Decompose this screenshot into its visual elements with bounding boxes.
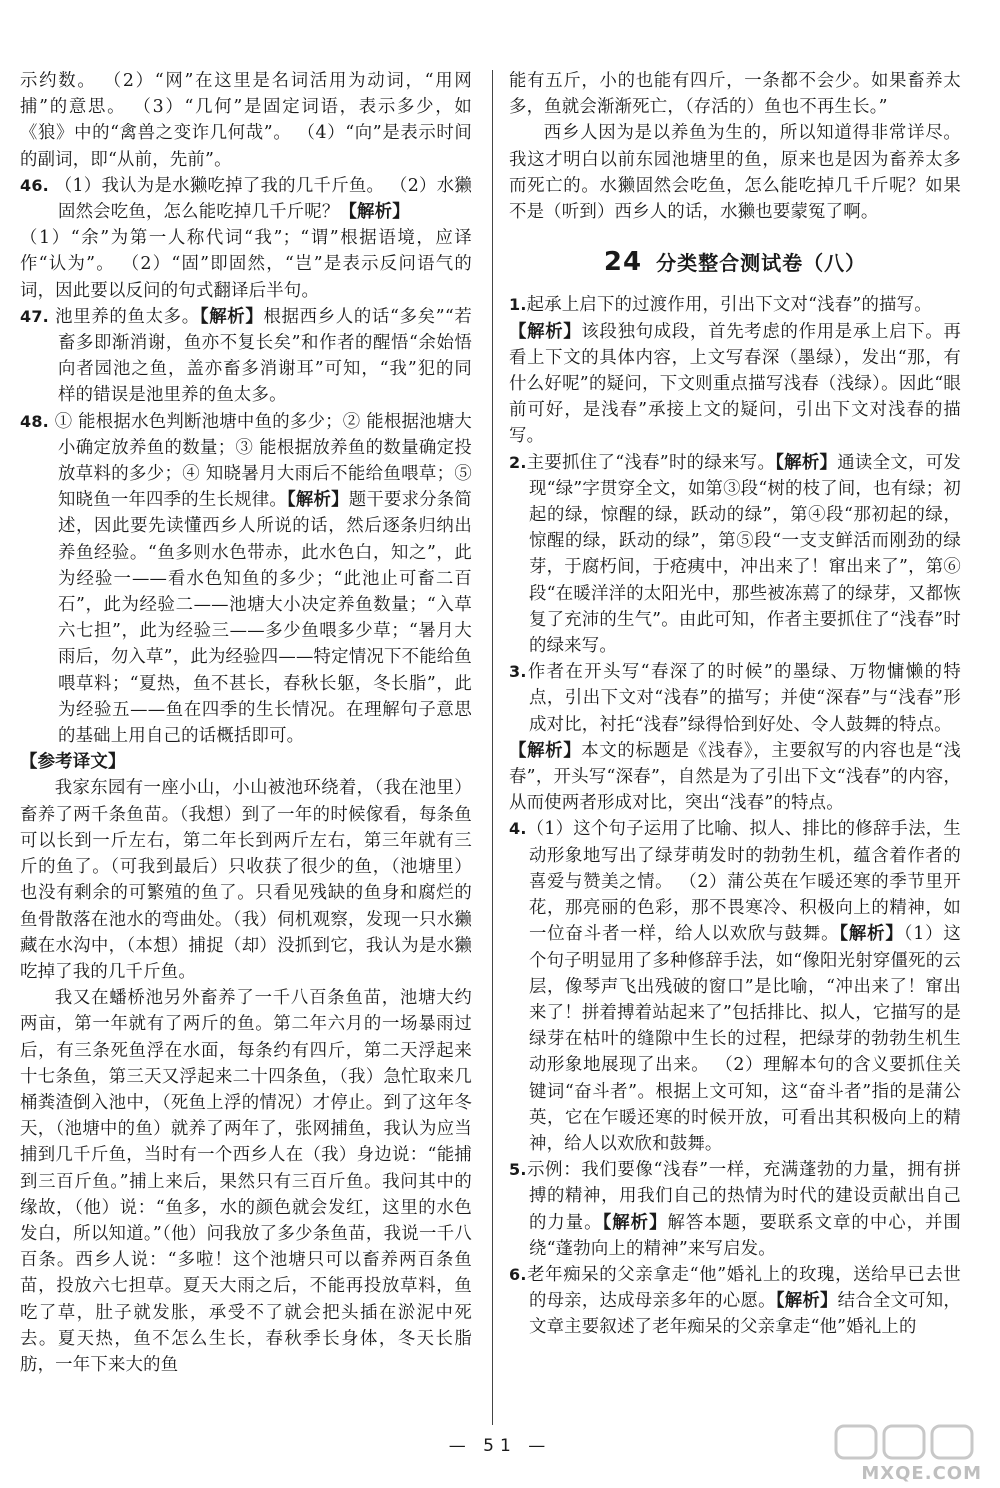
reference-translation-heading: 【参考译文】 — [20, 752, 126, 773]
answer-text: 池里养的鱼太多。 — [55, 306, 200, 327]
analysis-text: 结合全文可知，文章主要叙述了老年痴呆的父亲拿走“他”婚礼上的 — [529, 1291, 962, 1338]
analysis-1 — [509, 319, 961, 450]
question-number: 46. — [20, 175, 49, 195]
answer-47 — [20, 304, 472, 409]
translation-paragraph-3: 西乡人因为是以养鱼为生的，所以知道得非常详尽。我这才明白以前东园池塘里的鱼，原来也是因为畜养太多而死亡的。水獭固然会吃鱼，怎么能吃掉几千斤呢？如果不是（听到）西乡人的话，水獭也要蒙冤了啊。 — [509, 123, 961, 223]
answer-text: 示例：我们要像“浅春”一样，充满蓬勃的力量，拥有拼搏的精神，用我们自己的热情为时代的建设贡献出自己的力量。 — [526, 1160, 961, 1233]
analysis-3 — [509, 738, 961, 817]
question-number: 5. — [509, 1160, 527, 1180]
analysis-text: 根据西乡人的话“多矣”“若畜多即渐消谢，鱼亦不复长矣”和作者的醒悟“余始悟向者园池之鱼，盖亦畜多消谢耳”可知，“我”犯的同样的错误是池里养的鱼太多。 — [58, 306, 472, 406]
section-heading — [509, 249, 961, 276]
answer-text: ① 能根据水色判断池塘中鱼的多少；② 能根据池塘大小确定放养鱼的数量；③ 能根据放养鱼的数量确定投放草料的多少；④ 知晓暑月大雨后不能给鱼喂草；⑤ 知晓鱼一年四季的生长规律。 — [54, 411, 472, 511]
question-number: 3. — [509, 662, 527, 682]
question-number: 6. — [509, 1264, 527, 1284]
question-number: 4. — [509, 819, 527, 839]
answer-6 — [509, 1262, 961, 1341]
answer-text: （1）这个句子运用了比喻、拟人、排比的修辞手法，生动形象地写出了绿芽萌发时的勃勃生机，蕴含着作者的喜爱与赞美之情。 （2）蒲公英在乍暖还寒的季节里开花，那亮丽的色彩，那不畏寒冷、积极向上的精神，如一位奋斗者一样，给人以欢欣与鼓舞。 — [526, 819, 961, 945]
question-number: 1. — [509, 295, 527, 315]
answer-text: 作者在开头写“春深了的时候”的墨绿、万物慵懒的特点，引出下文对“浅春”的描写；并使“深春”与“浅春”形成对比，衬托“浅春”绿得恰到好处、令人鼓舞的特点。 — [526, 662, 961, 735]
analysis-tag: 【解析】 — [199, 306, 264, 327]
analysis-text: （1）这个句子明显用了多种修辞手法，如“像阳光射穿僵死的云层，像琴声飞出残破的窗口”是比喻，“冲出来了！窜出来了！拼着搏着站起来了”包括排比、拟人，它描写的是绿芽在枯叶的缝隙中生长的过程，把绿芽的勃勃生机生动形象地展现了出来。 （2）理解本句的含义要抓住关键词“奋斗者”。根据上文可知，这“奋斗者”指的是蒲公英，它在乍暖还寒的时候开放，可看出其积极向上的精神，给人以欢欣和鼓舞。 — [529, 924, 962, 1154]
answer-text: 主要抓住了“浅春”时的绿来写。 — [526, 452, 776, 473]
left-column — [20, 68, 472, 1378]
answer-5 — [509, 1157, 961, 1262]
translation-paragraph-2: 我又在蟠桥池另外畜养了一千八百条鱼苗，池塘大约两亩，第一年就有了两斤的鱼。第二年六月的一场暴雨过后，有三条死鱼浮在水面，每条约有四斤，第二天浮起来十七条鱼，第三天又浮起来二十四条鱼，（我）急忙取来几桶粪渣倒入池中，（死鱼上浮的情况）才停止。到了这年冬天，（池塘中的鱼）就养了两年了，张网捕鱼，我认为应当捕到几千斤鱼，当时有一个西乡人在（我）身边说：“能捕到三百斤鱼。”捕上来后，果然只有三百斤鱼。我问其中的缘故，（他）说：“鱼多，水的颜色就会发红，这里的水色发白，所以知道。”（他）问我放了多少条鱼苗，我说一千八百条。西乡人说：“多啦！这个池塘只可以畜养两百条鱼苗，投放六七担草。夏天大雨之后，不能再投放草料，鱼吃了草，肚子就发胀，承受不了就会把头插在淤泥中死去。夏天热，鱼不怎么生长，春秋季长身体，冬天长脂肪，一年下来大的鱼 — [20, 988, 472, 1375]
answer-2 — [509, 450, 961, 660]
translation-continuation: 能有五斤，小的也能有四斤，一条都不会少。如果畜养太多，鱼就会渐渐死亡，（存活的）鱼也不再生长。” — [509, 71, 961, 118]
analysis-tag: 【解析】 — [775, 452, 838, 473]
translation-paragraph-1: 我家东园有一座小山，小山被池环绕着，（我在池里）畜养了两千条鱼苗。（我想）到了一年的时候傢看，每条鱼可以长到一斤左右，第二年长到两斤左右，第三年就有三斤的鱼了。（可我到最后）只收获了很少的鱼，（池塘里）也没有剩余的可繁殖的鱼了。只看见残缺的鱼身和腐烂的鱼骨散落在池水的弯曲处。（我）伺机观察，发现一只水獭藏在水沟中，（本想）捕捉（却）没抓到它，我认为是水獭吃掉了我的几千斤鱼。 — [20, 778, 472, 982]
q45-continuation: 示约数。 （2）“网”在这里是名词活用为动词，“用网捕”的意思。 （3）“几何”是固定词语，表示多少，如《狼》中的“禽兽之变诈几何哉”。 （4）“向”是表示时间的副词，即“从前，先前”。 — [20, 71, 472, 170]
answer-46 — [20, 173, 472, 225]
analysis-text: 本文的标题是《浅春》，主要叙写的内容也是“浅春”，开头写“深春”，自然是为了引出下文“浅春”的内容，从而使两者形成对比，突出“浅春”的特点。 — [509, 740, 961, 814]
answer-4 — [509, 816, 961, 1157]
analysis-tag: 【解析】 — [509, 740, 582, 761]
analysis-text: 题干要求分条简述，因此要先读懂西乡人所说的话，然后逐条归纳出养鱼经验。“鱼多则水色带赤，此水色白，知之”，此为经验一——看水色知鱼的多少；“此池止可畜二百石”，此为经验二——池塘大小决定养鱼数量；“入草六七担”，此为经验三——多少鱼喂多少草；“暑月大雨后，勿入草”，此为经验四——特定情况下不能给鱼喂草料；“夏热，鱼不甚长，春秋长躯，冬长脂”，此为经验五——鱼在四季的生长情况。在理解句子意思的基础上用自己的话概括即可。 — [58, 490, 472, 747]
analysis-tag: 【解析】 — [839, 924, 904, 945]
answer-text: （1）我认为是水獭吃掉了我的几千斤鱼。 （2）水獭固然会吃鱼，怎么能吃掉几千斤呢？ — [54, 175, 472, 223]
column-divider — [492, 70, 493, 1425]
answer-text: 老年痴呆的父亲拿走“他”婚礼上的玫瑰，送给早已去世的母亲，达成母亲多年的心愿。 — [526, 1264, 961, 1312]
answer-48 — [20, 409, 472, 750]
question-number: 47. — [20, 306, 49, 326]
analysis-text: 通读全文，可发现“绿”字贯穿全文，如第③段“树的枝了间，也有绿；初起的绿，惊醒的绿，跃动的绿”，第④段“那初起的绿，惊醒的绿，跃动的绿”，第⑤段“一支支鲜活而刚劲的绿芽，于腐朽间，于疮痍中，冲出来了！窜出来了”，第⑥段“在暖洋洋的太阳光中，那些被冻蔫了的绿芽，又都恢复了充沛的生气”。由此可知，作者主要抓住了“浅春”时的绿来写。 — [529, 452, 961, 657]
analysis-46: （1）“余”为第一人称代词“我”；“谓”根据语境，应译作“认为”。 （2）“固”即固然，“岂”是表示反问语气的词，因此要以反问的句式翻译后半句。 — [20, 228, 472, 301]
analysis-tag: 【解析】 — [286, 490, 349, 511]
analysis-text: 解答本题，要联系文章的中心，并围绕“蓬勃向上的精神”来写启发。 — [529, 1212, 962, 1259]
question-number: 48. — [20, 411, 49, 431]
analysis-tag: 【解析】 — [339, 202, 410, 223]
answer-3 — [509, 659, 961, 738]
page-number: — 51 — — [448, 1436, 552, 1456]
watermark-text: MXQE.COM — [861, 1463, 982, 1484]
answer-text: 起承上启下的过渡作用，引出下文对“浅春”的描写。 — [526, 295, 932, 316]
analysis-text: 该段独句成段，首先考虑的作用是承上启下。再看上下文的具体内容，上文写春深（墨绿），发出“那，有什么好呢”的疑问，下文则重点描写浅春（浅绿）。因此“眼前可好，是浅春”承接上文的疑问，引出下文对浅春的描写。 — [509, 321, 961, 447]
analysis-tag: 【解析】 — [509, 321, 582, 342]
section-number: 24 — [603, 247, 643, 278]
analysis-tag: 【解析】 — [602, 1212, 668, 1233]
answer-1 — [509, 292, 961, 318]
question-number: 2. — [509, 452, 527, 472]
section-title: 分类整合测试卷（八） — [656, 251, 867, 276]
right-column — [509, 68, 961, 1341]
analysis-tag: 【解析】 — [775, 1291, 838, 1312]
